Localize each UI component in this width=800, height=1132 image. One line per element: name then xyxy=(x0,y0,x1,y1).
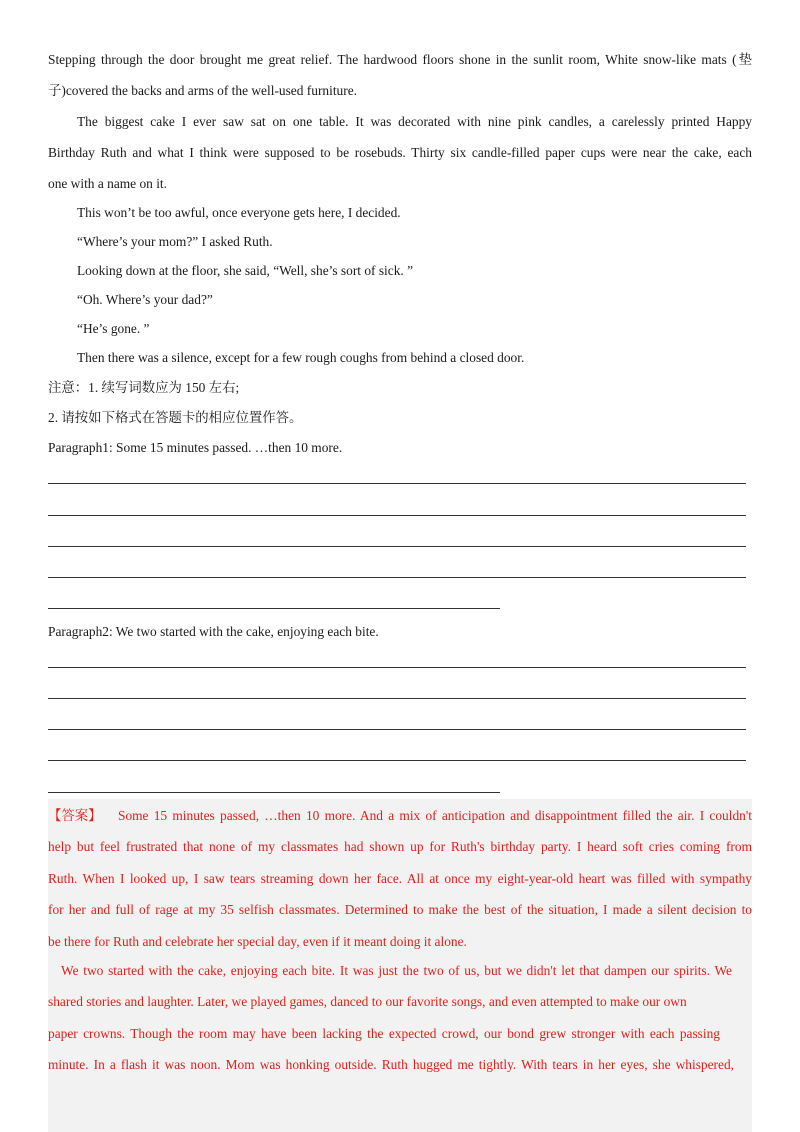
writing-line xyxy=(48,515,746,516)
writing-line xyxy=(48,760,746,761)
answer-line: We two started with the cake, enjoying each bite. It was just the two of us, but we didn't let that dampen our spirits. We xyxy=(61,963,732,978)
passage-line: This won’t be too awful, once everyone gets here, I decided. xyxy=(77,205,401,220)
answer-line: shared stories and laughter. Later, we played games, danced to our favorite songs, and even attempted to make our own xyxy=(48,994,687,1009)
passage-line: Stepping through the door brought me great relief. The hardwood floors shone in the sunlit room, White snow-like mats (垫 xyxy=(48,52,752,67)
answer-line: Ruth. When I looked up, I saw tears streaming down her face. All at once my eight-year-old heart was filled with sympathy xyxy=(48,871,752,886)
passage-line: 子)covered the backs and arms of the well-used furniture. xyxy=(48,83,357,98)
passage-line: Then there was a silence, except for a few rough coughs from behind a closed door. xyxy=(77,350,525,365)
passage-line: “Oh. Where’s your dad?” xyxy=(77,292,213,307)
answer-line: paper crowns. Though the room may have been lacking the expected crowd, our bond grew stronger with each passing xyxy=(48,1026,720,1041)
writing-line xyxy=(48,483,746,484)
passage-line: Looking down at the floor, she said, “Well, she’s sort of sick. ” xyxy=(77,263,414,278)
passage-line: one with a name on it. xyxy=(48,176,167,191)
writing-line xyxy=(48,792,500,793)
passage-line: Birthday Ruth and what I think were supposed to be rosebuds. Thirty six candle-filled paper cups were near the cake, each xyxy=(48,145,752,160)
instruction-note: 2. 请按如下格式在答题卡的相应位置作答。 xyxy=(48,410,303,425)
answer-tag: 【答案】 xyxy=(48,808,102,823)
passage-line: The biggest cake I ever saw sat on one table. It was decorated with nine pink candles, a carelessly printed Happy xyxy=(77,114,752,129)
writing-line xyxy=(48,667,746,668)
passage-line: “He’s gone. ” xyxy=(77,321,150,336)
writing-line xyxy=(48,729,746,730)
answer-line: minute. In a flash it was noon. Mom was honking outside. Ruth hugged me tightly. With tears in her eyes, she whispered, xyxy=(48,1057,734,1072)
paragraph1-prompt: Paragraph1: Some 15 minutes passed. …then 10 more. xyxy=(48,440,343,455)
passage-line: “Where’s your mom?” I asked Ruth. xyxy=(77,234,273,249)
writing-line xyxy=(48,546,746,547)
writing-line xyxy=(48,577,746,578)
writing-line xyxy=(48,698,746,699)
answer-line: for her and full of rage at my 35 selfish classmates. Determined to make the best of the situation, I made a silent decision to xyxy=(48,902,752,917)
answer-line: be there for Ruth and celebrate her special day, even if it meant doing it alone. xyxy=(48,934,467,949)
instruction-note: 注意：1. 续写词数应为 150 左右; xyxy=(48,380,240,395)
answer-line: Some 15 minutes passed, …then 10 more. And a mix of anticipation and disappointment filled the air. I couldn't xyxy=(118,808,752,823)
answer-line: help but feel frustrated that none of my classmates had shown up for Ruth's birthday party. I heard soft cries coming from xyxy=(48,839,752,854)
paragraph2-prompt: Paragraph2: We two started with the cake, enjoying each bite. xyxy=(48,624,379,639)
writing-line xyxy=(48,608,500,609)
